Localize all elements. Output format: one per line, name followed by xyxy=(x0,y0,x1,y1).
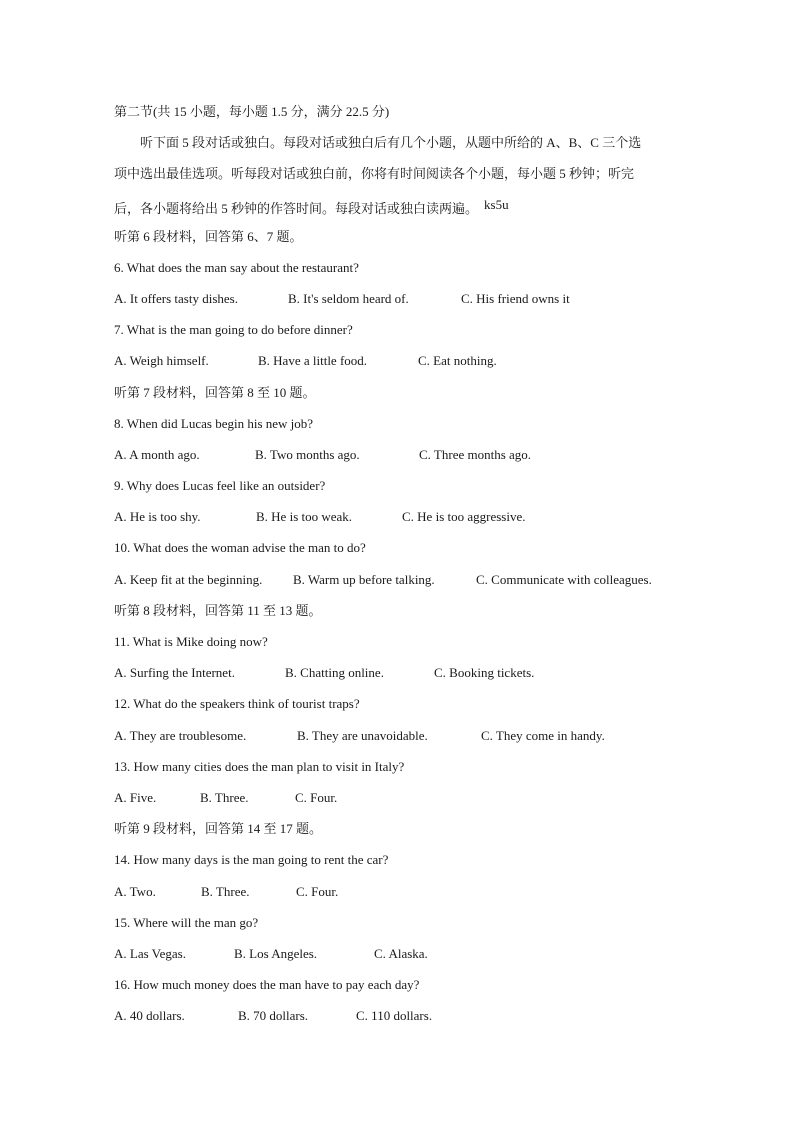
option-15-b: B. Los Angeles. xyxy=(234,946,318,961)
question-16: 16. How much money does the man have to pay each day? xyxy=(114,977,420,992)
question-11: 11. What is Mike doing now? xyxy=(114,634,268,649)
watermark-tag: ks5u xyxy=(484,197,509,212)
option-9-a: A. He is too shy. xyxy=(114,509,201,524)
instructions-line-1: 听下面 5 段对话或独白。每段对话或独白后有几个小题，从题中所给的 A、B、C 三个选 xyxy=(140,135,642,150)
option-8-a: A. A month ago. xyxy=(114,447,200,462)
option-6-b: B. It's seldom heard of. xyxy=(288,291,409,306)
question-9: 9. Why does Lucas feel like an outsider? xyxy=(114,478,326,493)
option-11-b: B. Chatting online. xyxy=(285,665,384,680)
question-14: 14. How many days is the man going to rent the car? xyxy=(114,852,389,867)
group-prompt-9: 听第 9 段材料，回答第 14 至 17 题。 xyxy=(114,821,323,836)
option-16-c: C. 110 dollars. xyxy=(356,1008,433,1023)
option-11-c: C. Booking tickets. xyxy=(434,665,535,680)
option-7-b: B. Have a little food. xyxy=(258,353,368,368)
option-9-c: C. He is too aggressive. xyxy=(402,509,526,524)
question-7: 7. What is the man going to do before dinner? xyxy=(114,322,353,337)
option-13-c: C. Four. xyxy=(295,790,338,805)
option-15-c: C. Alaska. xyxy=(374,946,428,961)
question-8: 8. When did Lucas begin his new job? xyxy=(114,416,314,431)
group-prompt-7: 听第 7 段材料，回答第 8 至 10 题。 xyxy=(114,385,316,400)
option-14-a: A. Two. xyxy=(114,884,156,899)
instructions-line-2: 项中选出最佳选项。听每段对话或独白前，你将有时间阅读各个小题，每小题 5 秒钟；听完 xyxy=(114,166,635,181)
instructions-line-3 xyxy=(114,196,509,218)
option-7-a: A. Weigh himself. xyxy=(114,353,209,368)
option-14-b: B. Three. xyxy=(201,884,250,899)
option-12-b: B. They are unavoidable. xyxy=(297,728,428,743)
group-prompt-8: 听第 8 段材料，回答第 11 至 13 题。 xyxy=(114,603,322,618)
option-6-c: C. His friend owns it xyxy=(461,291,570,306)
option-12-c: C. They come in handy. xyxy=(481,728,605,743)
option-13-b: B. Three. xyxy=(200,790,249,805)
group-prompt-6: 听第 6 段材料，回答第 6、7 题。 xyxy=(114,229,303,244)
option-16-a: A. 40 dollars. xyxy=(114,1008,185,1023)
section-heading: 第二节(共 15 小题，每小题 1.5 分，满分 22.5 分) xyxy=(114,104,390,119)
option-8-c: C. Three months ago. xyxy=(419,447,532,462)
option-10-c: C. Communicate with colleagues. xyxy=(476,572,652,587)
question-13: 13. How many cities does the man plan to visit in Italy? xyxy=(114,759,405,774)
option-6-a: A. It offers tasty dishes. xyxy=(114,291,238,306)
option-8-b: B. Two months ago. xyxy=(255,447,360,462)
option-13-a: A. Five. xyxy=(114,790,157,805)
option-10-a: A. Keep fit at the beginning. xyxy=(114,572,263,587)
question-15: 15. Where will the man go? xyxy=(114,915,259,930)
question-6: 6. What does the man say about the restaurant? xyxy=(114,260,359,275)
option-14-c: C. Four. xyxy=(296,884,339,899)
question-12: 12. What do the speakers think of tourist traps? xyxy=(114,696,360,711)
instructions-line-3-text: 后，各小题将给出 5 秒钟的作答时间。每段对话或独白读两遍。 xyxy=(114,201,479,216)
option-9-b: B. He is too weak. xyxy=(256,509,353,524)
option-7-c: C. Eat nothing. xyxy=(418,353,497,368)
option-12-a: A. They are troublesome. xyxy=(114,728,247,743)
question-10: 10. What does the woman advise the man to do? xyxy=(114,540,366,555)
option-16-b: B. 70 dollars. xyxy=(238,1008,309,1023)
option-11-a: A. Surfing the Internet. xyxy=(114,665,235,680)
option-15-a: A. Las Vegas. xyxy=(114,946,186,961)
option-10-b: B. Warm up before talking. xyxy=(293,572,435,587)
